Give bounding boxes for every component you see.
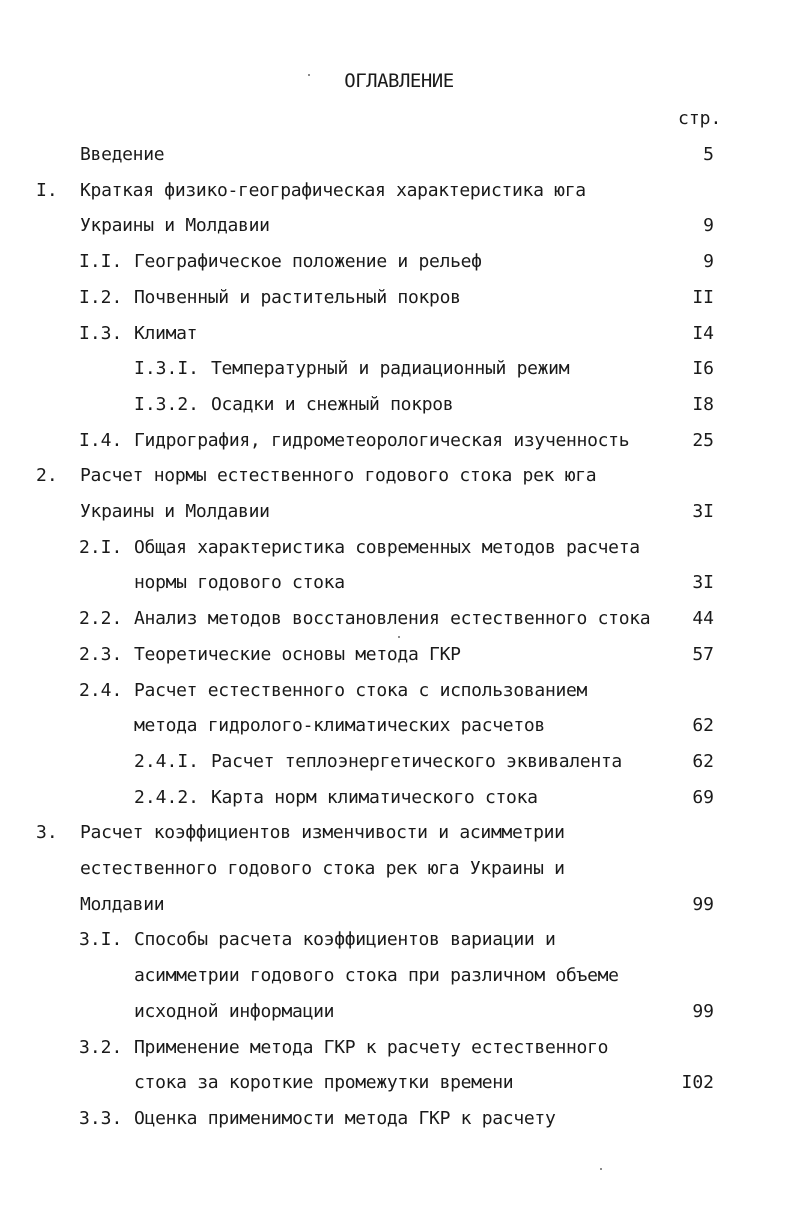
toc-entry-number: I.I. xyxy=(79,251,123,273)
toc-entry-page: 57 xyxy=(692,643,714,665)
toc-entry-number: 2.3. xyxy=(79,643,123,665)
toc-entry-text: нормы годового стока xyxy=(134,572,345,594)
toc-entry-text: Осадки и снежный покров xyxy=(211,393,454,415)
toc-entry-page: 5 xyxy=(703,144,714,165)
toc-entry-page: 99 xyxy=(692,893,714,915)
toc-entry-text: Климат xyxy=(134,322,198,344)
toc-entry-page: 99 xyxy=(692,1000,714,1022)
toc-entry-number: 3.3. xyxy=(79,1107,123,1129)
toc-entry-text: Анализ методов восстановления естественного стока xyxy=(134,608,651,630)
toc-entry-page: 62 xyxy=(692,750,714,772)
toc-entry-text: Расчет нормы естественного годового стока рек юга xyxy=(80,465,597,487)
toc-entry-page: I8 xyxy=(692,393,714,415)
toc-entry-number: 2.4.I. xyxy=(134,750,200,772)
toc-entry-number: 2.I. xyxy=(79,536,123,558)
toc-entry-text: стока за короткие промежутки времени xyxy=(134,1072,514,1094)
toc-entry-number: I.3. xyxy=(79,322,123,344)
toc-entry-text: метода гидролого-климатических расчетов xyxy=(134,715,545,737)
toc-entry-page: 3I xyxy=(692,501,714,522)
page-title: ОГЛАВЛЕНИЕ xyxy=(344,70,454,92)
toc-entry-text: Оценка применимости метода ГКР к расчету xyxy=(134,1107,556,1129)
toc-entry-number: 3. xyxy=(36,822,58,844)
toc-entry-text: Расчет естественного стока с использованием xyxy=(134,679,588,701)
toc-entry-page: I4 xyxy=(692,322,714,344)
toc-entry-page: 69 xyxy=(692,786,714,808)
toc-entry-page: 9 xyxy=(703,215,714,237)
toc-entry-text: Способы расчета коэффициентов вариации и xyxy=(134,929,556,951)
toc-entry-page: 3I xyxy=(692,572,714,594)
toc-entry-page: 62 xyxy=(692,715,714,737)
toc-entry-text: Применение метода ГКР к расчету естественного xyxy=(134,1036,609,1058)
toc-entry-number: I.3.I. xyxy=(134,358,200,380)
toc-entry-page: 9 xyxy=(703,251,714,273)
toc-entry-number: 2. xyxy=(36,465,58,487)
toc-entry-text: естественного годового стока рек юга Украины и xyxy=(80,858,565,879)
toc-entry-text: асимметрии годового стока при различном объеме xyxy=(134,965,619,987)
toc-entry-text: Гидрография, гидрометеорологическая изученность xyxy=(134,429,630,451)
toc-entry-number: 3.I. xyxy=(79,929,123,951)
toc-entry-number: 2.4.2. xyxy=(134,786,200,808)
toc-entry-text: исходной информации xyxy=(134,1000,335,1022)
toc-entry-number: I. xyxy=(36,179,58,201)
toc-entry-number: 2.2. xyxy=(79,608,123,630)
toc-entry-page: II xyxy=(692,286,714,308)
toc-entry-text: Молдавии xyxy=(80,893,165,915)
toc-entry-page: I02 xyxy=(681,1072,714,1094)
toc-entry-number: I.3.2. xyxy=(134,393,200,415)
toc-entry-text: Почвенный и растительный покров xyxy=(134,286,461,308)
toc-entry-text: Украины и Молдавии xyxy=(80,501,270,522)
toc-entry-text: Расчет коэффициентов изменчивости и асимметрии xyxy=(80,822,565,844)
toc-entry-number: 2.4. xyxy=(79,679,123,701)
page-column-label: стр. xyxy=(678,108,722,129)
toc-entry-text: Карта норм климатического стока xyxy=(211,786,538,808)
toc-entry-page: I6 xyxy=(692,358,714,380)
toc-entry-number: 3.2. xyxy=(79,1036,123,1058)
toc-entry-text: Введение xyxy=(80,144,165,165)
toc-entry-text: Температурный и радиационный режим xyxy=(211,358,570,380)
toc-entry-text: Теоретические основы метода ГКР xyxy=(134,643,461,665)
toc-entry-page: 25 xyxy=(692,429,714,451)
toc-entry-text: Географическое положение и рельеф xyxy=(134,251,482,273)
toc-entry-text: Украины и Молдавии xyxy=(80,215,270,237)
toc-entry-text: Краткая физико-географическая характеристика юга xyxy=(80,179,586,201)
scan-speck xyxy=(398,636,400,638)
toc-entry-number: I.4. xyxy=(79,429,123,451)
toc-entry-page: 44 xyxy=(692,608,714,630)
toc-entry-text: Общая характеристика современных методов расчета xyxy=(134,536,640,558)
scan-speck xyxy=(308,74,310,76)
scan-speck xyxy=(600,1168,602,1170)
toc-entry-text: Расчет теплоэнергетического эквивалента xyxy=(211,750,622,772)
toc-entry-number: I.2. xyxy=(79,286,123,308)
